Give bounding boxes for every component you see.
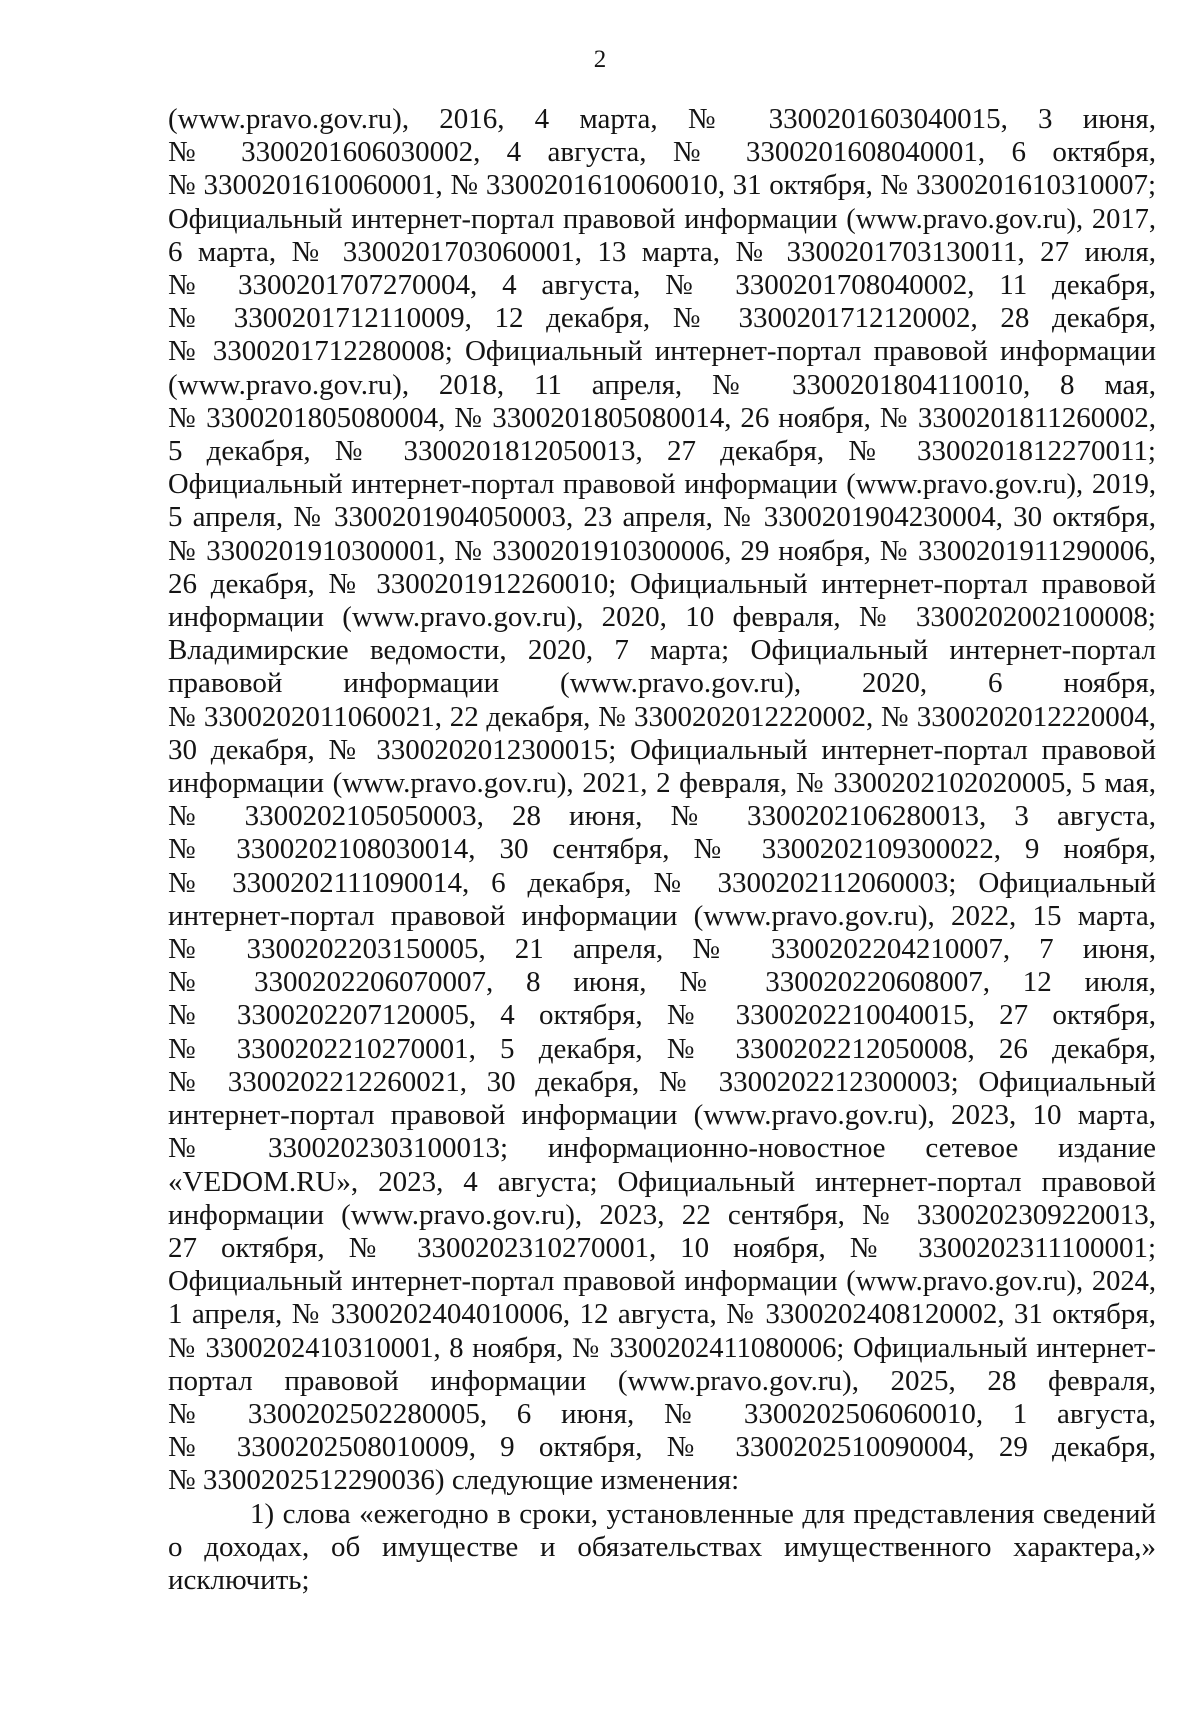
text-line: № 3300202206070007, 8 июня, № 330020220608007, 12 июля, [168,966,1156,999]
text-line: № 3300202303100013; информационно-новостное сетевое издание [168,1132,1156,1165]
text-line: № 3300202207120005, 4 октября, № 3300202210040015, 27 октября, [168,999,1156,1032]
text-line: № 3300201610060001, № 3300201610060010, 31 октября, № 3300201610310007; [168,169,1156,202]
text-line: 5 апреля, № 3300201904050003, 23 апреля, № 3300201904230004, 30 октября, [168,501,1156,534]
text-line: 30 декабря, № 3300202012300015; Официальный интернет-портал правовой [168,733,1156,766]
text-line: № 3300202203150005, 21 апреля, № 3300202204210007, 7 июня, [168,933,1156,966]
text-line: № 3300202212260021, 30 декабря, № 3300202212300003; Официальный [168,1065,1156,1098]
text-line: исключить; [168,1563,310,1596]
text-line: (www.pravo.gov.ru), 2018, 11 апреля, № 3300201804110010, 8 мая, [168,368,1156,401]
document-body [168,103,1156,1597]
text-line: № 3300201712110009, 12 декабря, № 3300201712120002, 28 декабря, [168,302,1156,335]
text-line: 27 октября, № 3300202310270001, 10 ноября, № 3300202311100001; [168,1231,1156,1264]
text-line: 1 апреля, № 3300202404010006, 12 августа, № 3300202408120002, 31 октября, [168,1298,1156,1331]
text-line: информации (www.pravo.gov.ru), 2023, 22 сентября, № 3300202309220013, [168,1198,1156,1231]
text-line: № 3300202502280005, 6 июня, № 3300202506060010, 1 августа, [168,1397,1156,1430]
text-line: № 3300201712280008; Официальный интернет-портал правовой информации [168,335,1156,368]
text-line: 26 декабря, № 3300201912260010; Официальный интернет-портал правовой [168,567,1156,600]
text-line: № 3300202512290036) следующие изменения: [168,1464,740,1497]
text-line: № 3300202210270001, 5 декабря, № 3300202212050008, 26 декабря, [168,1032,1156,1065]
text-line: интернет-портал правовой информации (www.pravo.gov.ru), 2022, 15 марта, [168,899,1156,932]
text-line: № 3300201910300001, № 3300201910300006, 29 ноября, № 3300201911290006, [168,534,1156,567]
text-line: Официальный интернет-портал правовой информации (www.pravo.gov.ru), 2019, [168,469,1156,501]
text-line: 5 декабря, № 3300201812050013, 27 декабря, № 3300201812270011; [168,435,1156,468]
text-line: Официальный интернет-портал правовой информации (www.pravo.gov.ru), 2017, [168,203,1156,235]
text-line: информации (www.pravo.gov.ru), 2021, 2 февраля, № 3300202102020005, 5 мая, [168,767,1156,800]
text-line: № 3300202105050003, 28 июня, № 3300202106280013, 3 августа, [168,800,1156,833]
text-line: правовой информации (www.pravo.gov.ru), 2020, 6 ноября, [168,667,1156,700]
text-line: № 3300201606030002, 4 августа, № 3300201608040001, 6 октября, [168,136,1156,169]
text-line: (www.pravo.gov.ru), 2016, 4 марта, № 3300201603040015, 3 июня, [168,103,1156,135]
text-line: № 3300201707270004, 4 августа, № 3300201708040002, 11 декабря, [168,269,1156,302]
text-line: 1) слова «ежегодно в сроки, установленные для представления сведений [250,1497,1156,1530]
text-line: № 3300202011060021, 22 декабря, № 3300202012220002, № 3300202012220004, [168,700,1156,733]
page-number: 2 [593,46,607,73]
text-line: № 3300202108030014, 30 сентября, № 3300202109300022, 9 ноября, [168,833,1156,866]
text-line: № 3300202508010009, 9 октября, № 3300202510090004, 29 декабря, [168,1431,1156,1464]
text-line: Официальный интернет-портал правовой информации (www.pravo.gov.ru), 2024, [168,1266,1156,1298]
text-line: «VEDOM.RU», 2023, 4 августа; Официальный интернет-портал правовой [168,1165,1156,1198]
text-line: портал правовой информации (www.pravo.gov.ru), 2025, 28 февраля, [168,1364,1156,1397]
text-line: интернет-портал правовой информации (www.pravo.gov.ru), 2023, 10 марта, [168,1099,1156,1132]
text-line: Владимирские ведомости, 2020, 7 марта; Официальный интернет-портал [168,634,1156,667]
text-line: о доходах, об имуществе и обязательствах имущественного характера,» [168,1530,1156,1563]
text-line: информации (www.pravo.gov.ru), 2020, 10 февраля, № 3300202002100008; [168,601,1156,634]
text-line: 6 марта, № 3300201703060001, 13 марта, № 3300201703130011, 27 июля, [168,235,1156,268]
text-line: № 3300202410310001, 8 ноября, № 3300202411080006; Официальный интернет- [168,1332,1156,1364]
text-line: № 3300202111090014, 6 декабря, № 3300202112060003; Официальный [168,866,1156,899]
text-line: № 3300201805080004, № 3300201805080014, 26 ноября, № 3300201811260002, [168,401,1156,434]
